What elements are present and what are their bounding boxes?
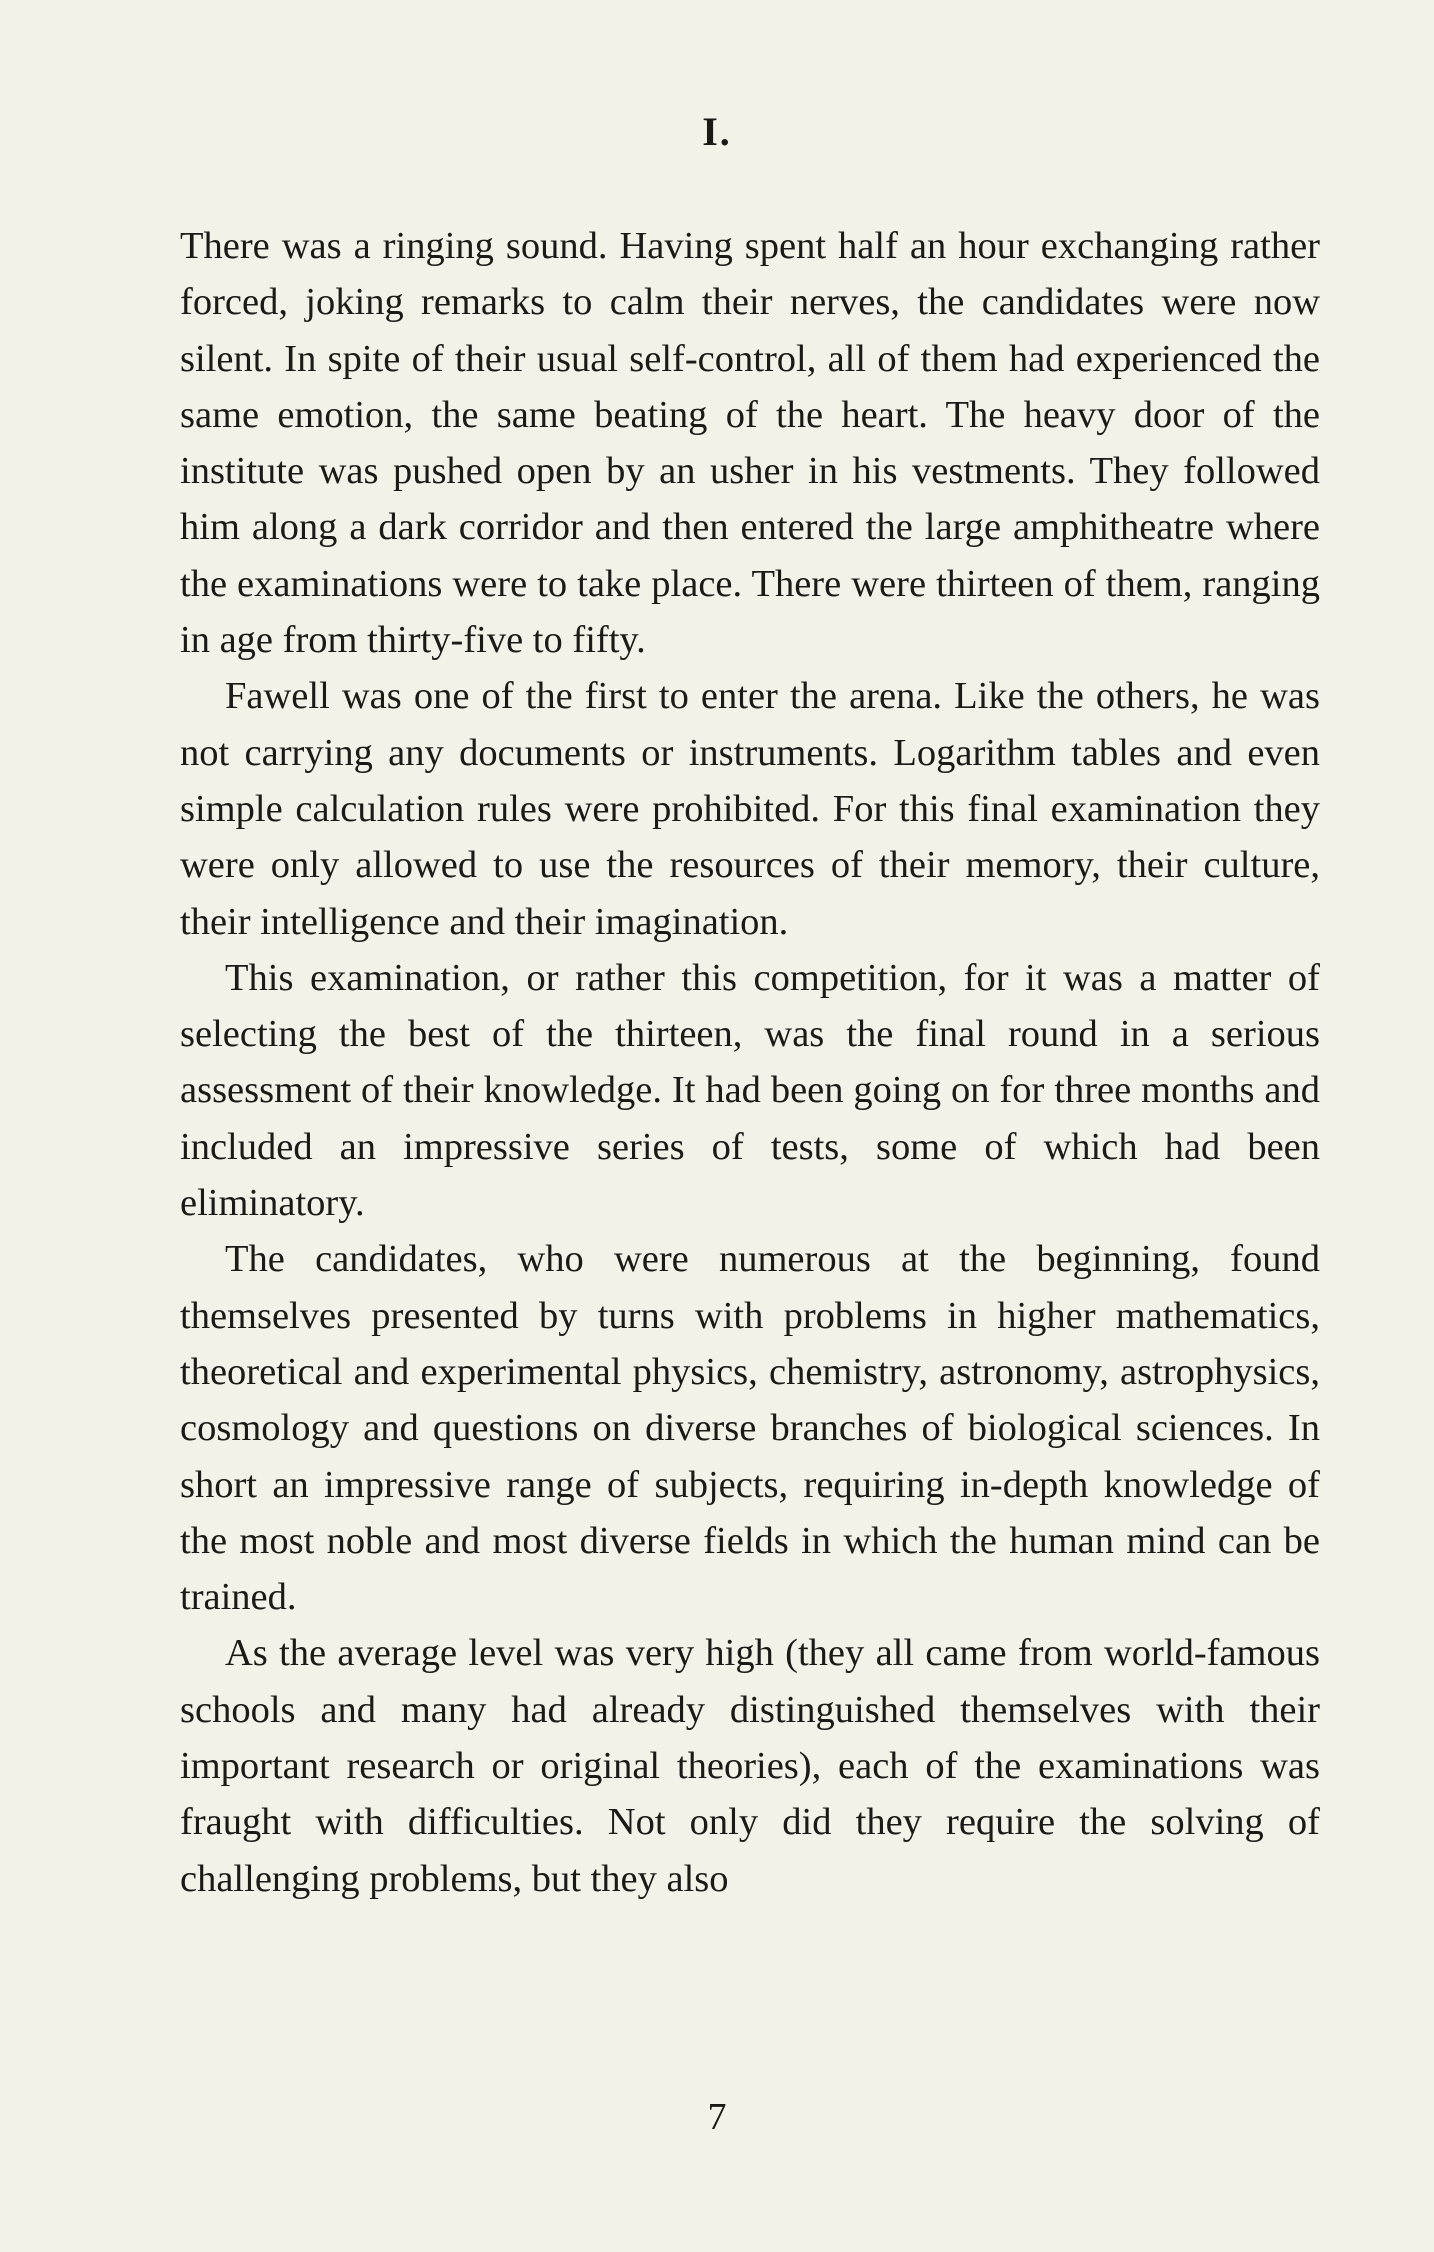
paragraph-4: The candidates, who were numerous at the beginning, found themselves presented by turns with problems in higher mathematics, theoretical and experimental physics, chemistry, astronomy, astrophysics, cosmology and questions on diverse branches of biological sciences. In short an impressive range of subjects, requiring in-depth knowledge of the most noble and most diverse fields in which the human mind can be trained. (180, 1238, 1320, 1619)
page-number: 7 (707, 2096, 727, 2138)
paragraph-5: As the average level was very high (they all came from world-famous schools and many had already distinguished themselves with their important research or original theories), each of the examinations was fraught with difficulties. Not only did they require the solving of challenging problems, but they also (180, 1632, 1320, 1900)
chapter-number: I. (702, 109, 732, 154)
paragraph-3: This examination, or rather this competition, for it was a matter of selecting the best of the thirteen, was the final round in a serious assessment of their knowledge. It had been going on for three months and included an impressive series of tests, some of which had been eliminatory. (180, 956, 1320, 1225)
body-text (180, 218, 1320, 1907)
paragraph-2: Fawell was one of the first to enter the arena. Like the others, he was not carrying any documents or instruments. Logarithm tables and even simple calculation rules were prohibited. For this final examination they were only allowed to use the resources of their memory, their culture, their intelligence and their imagination. (180, 675, 1320, 943)
paragraph-1: There was a ringing sound. Having spent half an hour exchanging rather forced, joking remarks to calm their nerves, the candidates were now silent. In spite of their usual self-control, all of them had experienced the same emotion, the same beating of the heart. The heavy door of the institute was pushed open by an usher in his vestments. They followed him along a dark corridor and then entered the large amphitheatre where the examinations were to take place. There were thirteen of them, ranging in age from thirty-five to fifty. (180, 225, 1320, 662)
